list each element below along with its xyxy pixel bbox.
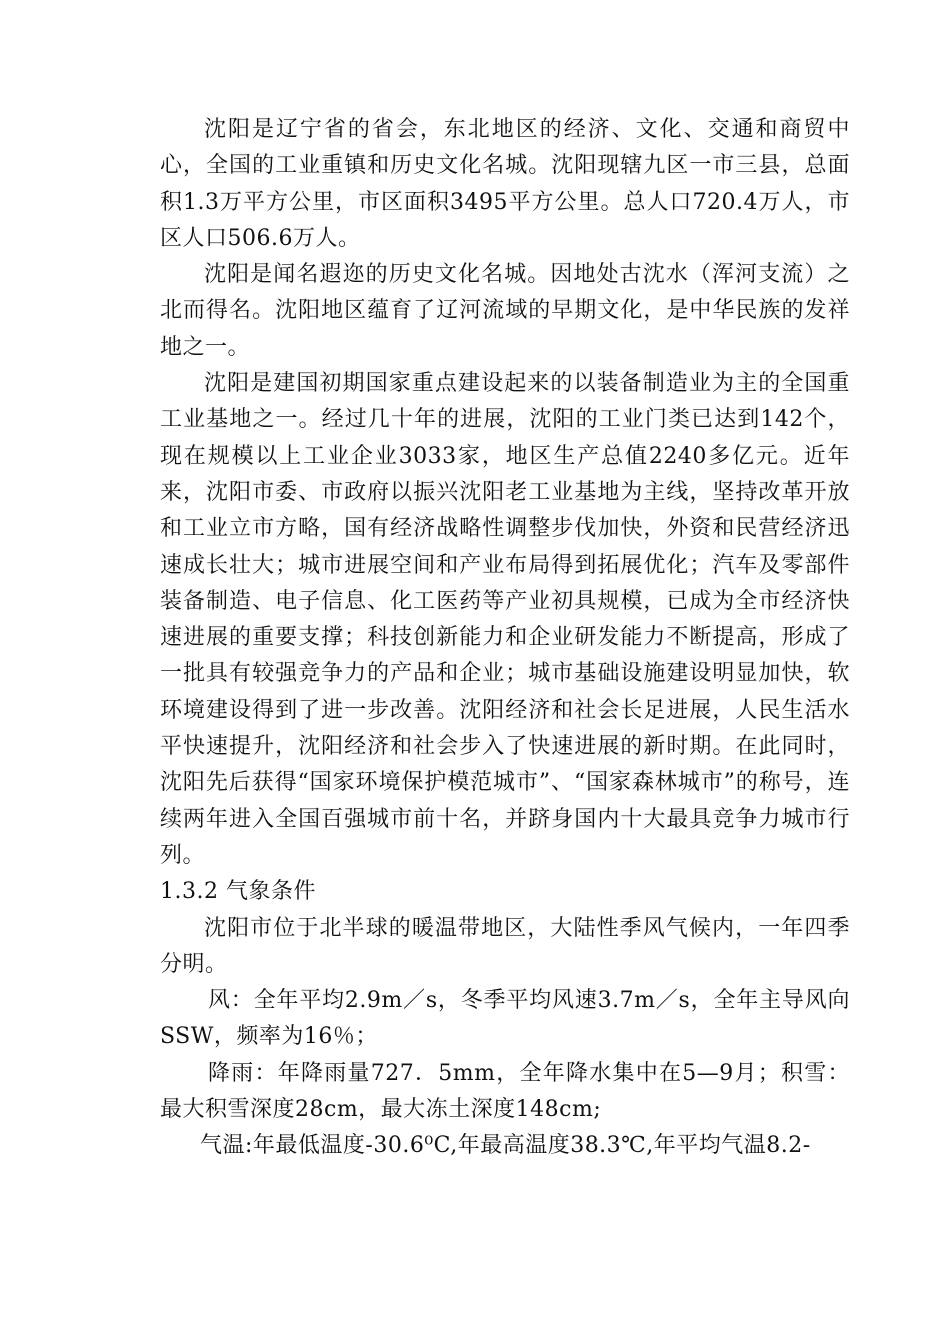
paragraph-climate-rain: 降雨：年降雨量727．5mm，全年降水集中在5—9月；积雪：最大积雪深度28cm，最大冻土深度148cm; — [160, 1060, 850, 1123]
paragraph-climate-wind: 风：全年平均2.9m／s，冬季平均风速3.7m／s，全年主导风向SSW，频率为16％； — [160, 988, 850, 1050]
paragraph-shenyang-overview: 沈阳是辽宁省的省会，东北地区的经济、文化、交通和商贸中心，全国的工业重镇和历史文化名城。沈阳现辖九区一市三县，总面积1.3万平方公里，市区面积3495平方公里。总人口720.4万人，市区人口506.6万人。 — [160, 117, 850, 251]
paragraph-shenyang-industry: 沈阳是建国初期国家重点建设起来的以装备制造业为主的全国重工业基地之一。经过几十年的进展，沈阳的工业门类已达到142个，现在规模以上工业企业3033家，地区生产总值2240多亿元。近年来，沈阳市委、市政府以振兴沈阳老工业基地为主线，坚持改革开放和工业立市方略，国有经济战略性调整步伐加快，外资和民营经济迅速成长壮大；城市进展空间和产业布局得到拓展优化；汽车及零部件装备制造、电子信息、化工医药等产业初具规模，已成为全市经济快速进展的重要支撑；科技创新能力和企业研发能力不断提高，形成了一批具有较强竞争力的产品和企业；城市基础设施建设明显加快，软环境建设得到了进一步改善。沈阳经济和社会长足进展，人民生活水平快速提升，沈阳经济和社会步入了快速进展的新时期。在此同时，沈阳先后获得“国家环境保护模范城市”、“国家森林城市”的称号，连续两年进入全国百强城市前十名，并跻身国内十大最具竞争力城市行列。 — [160, 371, 850, 868]
paragraph-shenyang-history: 沈阳是闻名遐迩的历史文化名城。因地处古沈水（浑河支流）之北而得名。沈阳地区蕴育了辽河流域的早期文化，是中华民族的发祥地之一。 — [160, 262, 850, 360]
document-body — [160, 112, 850, 1165]
paragraph-climate-temperature: 气温:年最低温度-30.6⁰C,年最高温度38.3℃,年平均气温8.2- — [200, 1133, 811, 1159]
section-heading-climate: 1.3.2 气象条件 — [160, 879, 316, 905]
paragraph-climate-intro: 沈阳市位于北半球的暖温带地区，大陆性季风气候内，一年四季分明。 — [160, 915, 850, 977]
